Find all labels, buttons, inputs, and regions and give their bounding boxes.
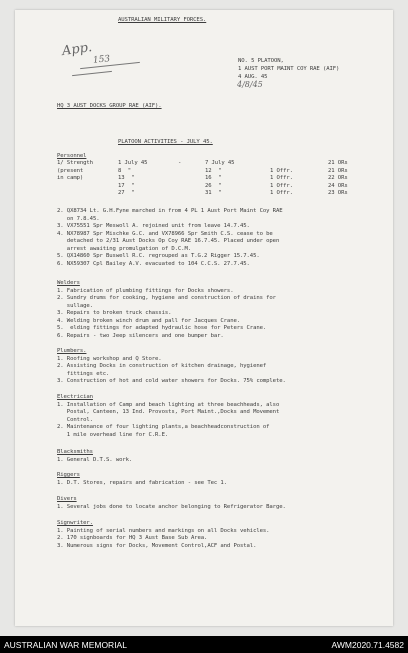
personnel-cell: 24 ORs bbox=[328, 182, 348, 189]
handwritten-reference: App. bbox=[61, 39, 94, 60]
personnel-cell: 26 " bbox=[205, 182, 222, 189]
signwriter-heading: Signwriter. bbox=[57, 520, 93, 526]
personnel-item: detached to 2/31 Aust Docks Op Coy RAE 16.7.45. Placed under open bbox=[57, 238, 280, 244]
personnel-cell: 27 " bbox=[118, 190, 135, 196]
electrician-heading: Electrician bbox=[57, 394, 93, 400]
plumbers-item: 3. Construction of hot and cold water showers for Docks. 75% complete. bbox=[57, 378, 286, 384]
personnel-cell: 16 " bbox=[205, 175, 222, 181]
electrician-item: 1 mile overhead line for C.R.E. bbox=[57, 431, 169, 438]
divers-item: 1. Several jobs done to locate anchor belonging to Refrigerator Barge. bbox=[57, 503, 286, 510]
personnel-cell: 12 " bbox=[205, 167, 222, 174]
personnel-item: 5. QX14860 Spr Buswell R.C. regrouped as T.G.2 Rigger 15.7.45. bbox=[57, 253, 260, 259]
footer-accession: AWM2020.71.4582 bbox=[331, 640, 404, 650]
blacksmiths-item: 1. General D.T.S. work. bbox=[57, 456, 133, 463]
handwritten-number: 153 bbox=[92, 54, 111, 66]
personnel-cell: (present bbox=[57, 167, 84, 174]
unit-name: 1 AUST PORT MAINT COY RAE (AIF) bbox=[238, 66, 340, 72]
personnel-cell: 1/ Strength bbox=[57, 160, 93, 166]
personnel-heading: Personnel bbox=[57, 153, 87, 159]
signwriter-item: 2. 170 signboards for HQ 3 Aust Base Sub Area. bbox=[57, 535, 208, 541]
recipient: HQ 3 AUST DOCKS GROUP RAE (AIF). bbox=[57, 103, 162, 109]
personnel-cell: 17 " bbox=[118, 182, 135, 189]
electrician-item: 2. Maintenance of four lighting plants,a beachheadconstruction of bbox=[57, 424, 270, 430]
footer-bar bbox=[0, 636, 408, 653]
electrician-item: 1. Installation of Camp and beach lighting at three beachheads, also bbox=[57, 401, 280, 408]
personnel-item: arrest awaiting promulgation of D.C.M. bbox=[57, 245, 191, 252]
personnel-cell: 7 July 45 bbox=[205, 160, 235, 166]
personnel-item: on 7.8.45. bbox=[57, 215, 100, 222]
plumbers-item: 2. Assisting Docks in construction of kitchen drainage, hygienef bbox=[57, 363, 267, 369]
personnel-cell: 23 ORs bbox=[328, 190, 348, 196]
riggers-heading: Riggers bbox=[57, 472, 80, 478]
welders-heading: Welders bbox=[57, 280, 80, 286]
personnel-item: 6. NX59307 Cpl Bailey A.V. evacuated to 104 C.C.S. 27.7.45. bbox=[57, 260, 250, 267]
riggers-item: 1. D.T. Stores, repairs and fabrication - see Tec 1. bbox=[57, 479, 227, 486]
personnel-cell: 8 " bbox=[118, 167, 132, 174]
platoon-number: NO. 5 PLATOON, bbox=[238, 58, 284, 64]
footer-credit: AUSTRALIAN WAR MEMORIAL bbox=[4, 640, 127, 650]
personnel-cell: 13 " bbox=[118, 175, 135, 181]
divers-heading: Divers bbox=[57, 496, 77, 502]
electrician-item: Control. bbox=[57, 416, 93, 423]
welders-item: 3. Repairs to broken truck chassis. bbox=[57, 310, 172, 316]
document-date: 4 AUG. 45 bbox=[238, 74, 268, 80]
welders-item: 5. elding fittings for adapted hydraulic hose for Peters Crane. bbox=[57, 325, 267, 331]
personnel-cell: 21 ORs bbox=[328, 167, 348, 174]
handwritten-date: 4/8/45 bbox=[237, 80, 263, 89]
personnel-item: 4. NX78987 Spr Mischke G.C. and VX78966 Spr Smith C.S. cease to be bbox=[57, 230, 273, 237]
personnel-cell: 1 Offr. bbox=[270, 182, 293, 189]
personnel-item: 3. VX75551 Spr Meswoll A. rejoined unit from leave 14.7.45. bbox=[57, 223, 250, 229]
plumbers-heading: Plumbers. bbox=[57, 348, 87, 354]
personnel-cell: 1 Offr. bbox=[270, 190, 293, 196]
personnel-cell: 1 Offr. bbox=[270, 167, 293, 174]
plumbers-item: fittings etc. bbox=[57, 370, 110, 377]
personnel-cell: - bbox=[178, 160, 182, 166]
welders-item: 6. Repairs - two Jeep silencers and one bumper bar. bbox=[57, 332, 224, 339]
signwriter-item: 3. Numerous signs for Docks, Movement Control,ACF and Postal. bbox=[57, 542, 257, 549]
plumbers-item: 1. Roofing workshop and Q Store. bbox=[57, 355, 162, 362]
welders-item: 1. Fabrication of plumbing fittings for Docks showers. bbox=[57, 287, 234, 294]
personnel-cell: 1 Offr. bbox=[270, 175, 293, 181]
personnel-cell: 31 " bbox=[205, 190, 222, 196]
welders-item: sullage. bbox=[57, 302, 93, 309]
personnel-cell: 21 ORs bbox=[328, 160, 348, 166]
document-header: AUSTRALIAN MILITARY FORCES. bbox=[118, 17, 207, 23]
personnel-cell: 1 July 45 bbox=[118, 160, 148, 166]
document-title: PLATOON ACTIVITIES - JULY 45. bbox=[118, 139, 213, 145]
signwriter-item: 1. Painting of serial numbers and markings on all Docks vehicles. bbox=[57, 527, 270, 534]
welders-item: 2. Sundry drums for cooking, hygiene and construction of drains for bbox=[57, 295, 276, 301]
welders-item: 4. Welding broken winch drum and pall for Jacques Crane. bbox=[57, 317, 240, 324]
personnel-cell: in camp) bbox=[57, 175, 84, 181]
personnel-item: 2. QX8734 Lt. G.H.Fyne marched in from 4 PL 1 Aust Port Maint Coy RAE bbox=[57, 208, 283, 214]
personnel-cell: 22 ORs bbox=[328, 175, 348, 181]
electrician-item: Postal, Canteen, 13 Ind. Provosts, Port Maint.,Docks and Movement bbox=[57, 409, 280, 415]
blacksmiths-heading: Blacksmiths bbox=[57, 449, 93, 455]
